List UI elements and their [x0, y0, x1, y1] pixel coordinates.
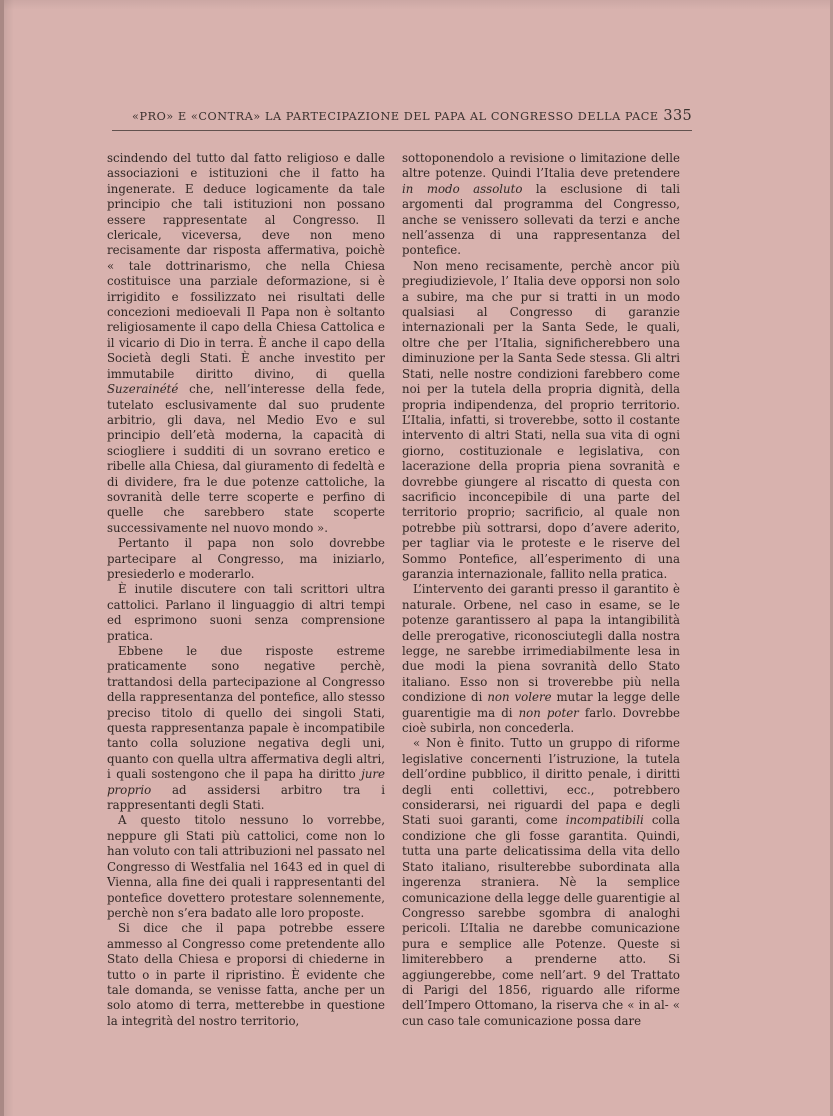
italic-text: non poter	[518, 705, 579, 720]
text-run: Pertanto il papa non solo dovrebbe partecipare al Congresso, ma iniziarlo, presiederlo e moderarlo.	[107, 536, 385, 581]
right-text-column	[402, 151, 680, 1029]
left-text-column	[107, 151, 385, 1029]
text-run: che, nell’interesse della fede, tutelato esclusivamente dal suo prudente arbitrio, gli dava, nel Medio Evo e sul principio dell’età moderna, la capacità di sciogliere i sudditi di un sovrano eretico e ribelle alla Chiesa, dal giuramento di fedeltà e di dividere, fra le due potenze cattoliche, la sovranità delle terre scoperte e perfino di quelle che sarebbero state scoperte successivamente nel nuovo mondo ».	[107, 382, 385, 535]
paragraph	[107, 151, 385, 536]
paragraph	[402, 259, 680, 583]
page-edge-left	[0, 0, 4, 1116]
text-run: Si dice che il papa potrebbe essere ammesso al Congresso come pretendente allo Stato della Chiesa e proporsi di chiederne in tutto o in parte il ripristino. È evidente che tale domanda, se venisse fatta, anche per un solo atomo di terra, metterebbe in questione la integrità del nostro territorio,	[107, 921, 385, 1028]
paragraph	[107, 644, 385, 813]
paragraph	[107, 582, 385, 644]
italic-text: non volere	[487, 690, 552, 705]
italic-text: in modo assoluto	[402, 181, 523, 196]
text-run: Non meno recisamente, perchè ancor più pregiudizievole, l’ Italia deve opporsi non solo a subire, ma che pur si tratti in un modo qualsiasi al Congresso di garanzie internazionali per la Santa Sede, le quali, oltre che per l’Italia, significherebbero una diminuzione per la Santa Sede stessa. Gli altri Stati, nelle nostre condizioni farebbero come noi per la tutela della propria dignità, della propria indipendenza, del proprio territorio. L’Italia, infatti, si troverebbe, sotto il costante intervento di altri Stati, nella sua vita di ogni giorno, costituzionale e legislativa, con lacerazione della propria piena sovranità e dovrebbe giungere al riscatto di questa con sacrificio inconcepibile di una parte del territorio proprio; sacrificio, al quale non potrebbe più sottrarsi, dopo d’avere aderito, per tagliar via le proteste e le riserve del Sommo Pontefice, all’esperimento di una garanzia internazionale, fallito nella pratica.	[402, 258, 680, 581]
paragraph	[402, 736, 680, 1029]
text-run: farlo. Dovrebbe cioè subirla, non concederla.	[402, 705, 680, 736]
paragraph	[107, 921, 385, 1029]
italic-text: Suzerainété	[107, 382, 179, 397]
paragraph	[402, 151, 680, 259]
text-run: la esclusione di tali argomenti dal programma del Congresso, anche se venissero sollevati da terzi e anche nell’assenza di una rappresentanza del pontefice.	[402, 181, 681, 258]
text-run: sottoponendolo a revisione o limitazione delle altre potenze. Quindi l’Italia deve pretendere	[402, 151, 680, 181]
text-run: L’intervento dei garanti presso il garantito è naturale. Orbene, nel caso in esame, se le potenze garantissero al papa la intangibilità delle prerogative, riconosciutegli dalla nostra legge, ne sarebbe irrimediabilmente lesa in due modi la piena sovranità dello Stato italiano. Esso non si troverebbe più nella condizione di	[402, 582, 680, 705]
paragraph	[107, 813, 385, 921]
text-run: mutar la legge delle guarentigie ma di	[402, 690, 680, 720]
text-run: « Non è finito. Tutto un gruppo di riforme legislative concernenti l’istruzione, la tutela dell’ordine pubblico, il diritto penale, i diritti degli enti collettivi, ecc., potrebbero considerarsi, nei riguardi del papa e degli Stati suoi garanti, come	[402, 736, 680, 828]
paragraph	[107, 536, 385, 582]
text-run: A questo titolo nessuno lo vorrebbe, neppure gli Stati più cattolici, come non lo han voluto con tali attribuzioni nel passato nel Congresso di Westfalia nel 1643 ed in quel di Vienna, alla fine dei quali i rappresentanti del pontefice dovettero protestare solennemente, perchè non s’era badato alle loro proposte.	[107, 813, 385, 920]
text-run: scindendo del tutto dal fatto religioso e dalle associazioni e istituzioni che il fatto ha ingenerate. E deduce logicamente da tale principio che tali istituzioni non possano essere rappresentate al Congresso. Il clericale, viceversa, deve non meno recisamente dar risposta affermativa, poichè « tale dottrinarismo, che nella Chiesa costituisce una parziale deformazione, si è irrigidito e fossilizzato nei risultati delle concezioni medioevali Il Papa non è soltanto religiosamente il capo della Chiesa Cattolica e il vicario di Dio in terra. È anche il capo della Società degli Stati. È anche investito per immutabile diritto divino, di quella	[107, 151, 385, 381]
running-title: «PRO» E «CONTRA» LA PARTECIPAZIONE DEL PAPA AL CONGRESSO DELLA PACE	[132, 110, 659, 123]
paragraph	[402, 582, 680, 736]
page-number: 335	[663, 108, 692, 124]
text-run: ad assidersi arbitro tra i rappresentanti degli Stati.	[107, 782, 385, 813]
text-run: colla condizione che gli fosse garantita. Quindi, tutta una parte delicatissima della vita dello Stato italiano, risulterebbe subordinata alla ingerenza straniera. Nè la semplice comunicazione della legge delle guarentigie al Congresso sarebbe sgombra di analoghi pericoli. L’Italia ne darebbe comunicazione pura e semplice alle Potenze. Queste si limiterebbero a prenderne atto. Si aggiungerebbe, come nell’art. 9 del Trattato di Parigi del 1856, riguardo alle riforme dell’Impero Ottomano, la riserva che « in al- « cun caso tale comunicazione possa dare	[402, 813, 680, 1028]
running-header	[132, 108, 692, 130]
italic-text: jure proprio	[107, 767, 385, 797]
text-run: Ebbene le due risposte estreme praticamente sono negative perchè, trattandosi della partecipazione al Congresso della rappresentanza del pontefice, allo stesso preciso titolo di quello dei singoli Stati, questa rappresentanza papale è incompatibile tanto colla soluzione negativa degli uni, quanto con quella ultra affermativa degli altri, i quali sostengono che il papa ha diritto	[107, 644, 385, 782]
header-rule	[112, 130, 692, 131]
text-run: È inutile discutere con tali scrittori ultra cattolici. Parlano il linguaggio di altri tempi ed esprimono suoni senza comprensione pratica.	[107, 582, 385, 643]
italic-text: incompatibili	[565, 813, 644, 828]
